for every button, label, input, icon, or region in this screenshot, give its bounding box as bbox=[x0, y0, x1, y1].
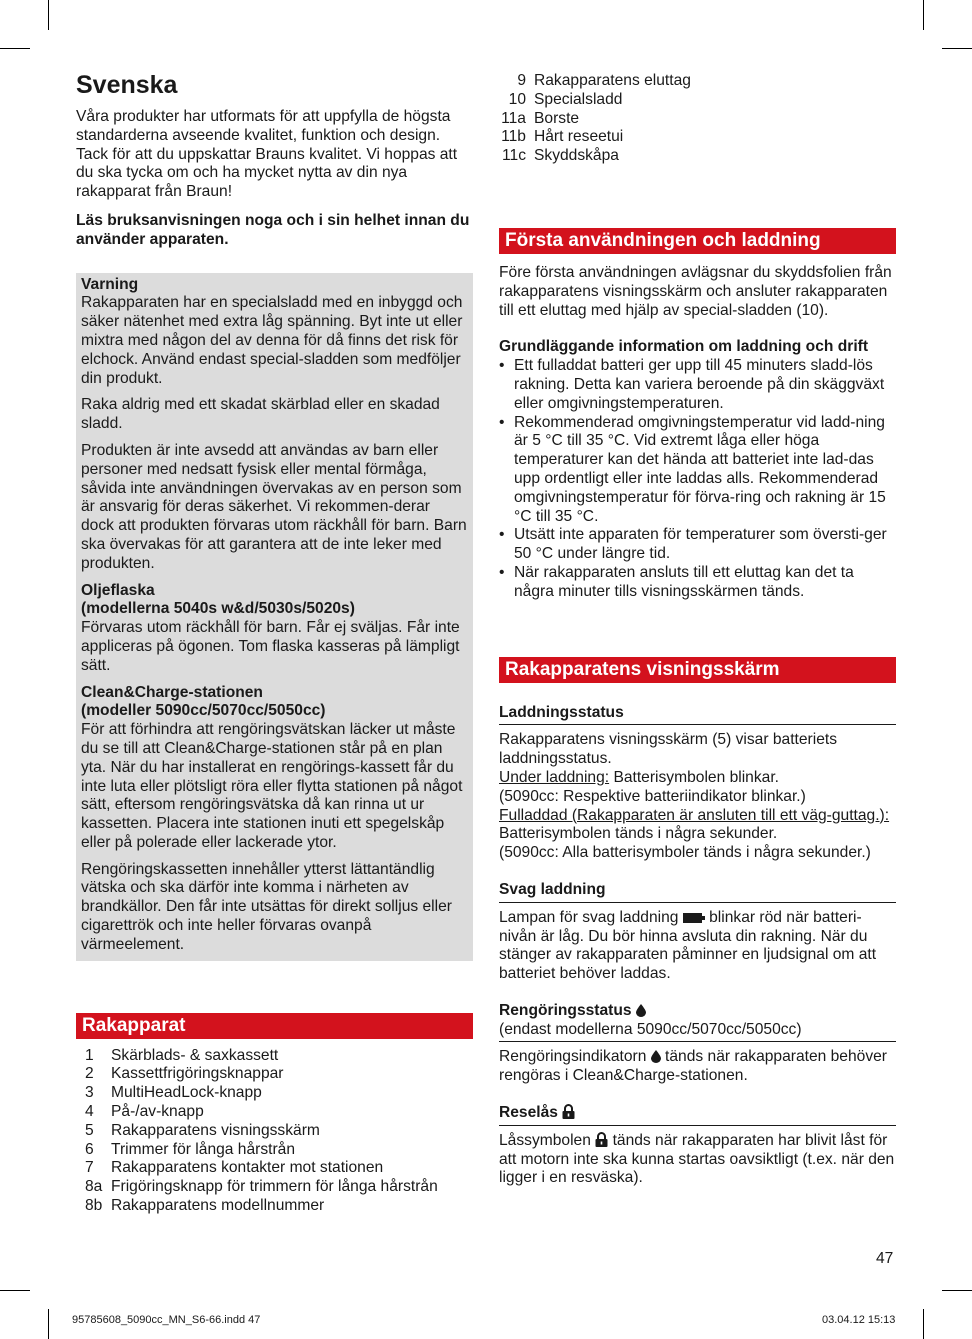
parts-list bbox=[76, 1047, 473, 1216]
part-number: 11c bbox=[502, 147, 526, 165]
bullet-mark: • bbox=[499, 526, 505, 544]
part-number: 11b bbox=[501, 128, 526, 146]
part-label: Kassettfrigöringsknappar bbox=[111, 1065, 284, 1083]
cassette-text: Rengöringskassetten innehåller ytterst lättantändlig vätska och ska därför inte komma i närheten av brandkällor. Den får inte utsättas för direkt solljus eller cigarettrök och inte heller förvaras ovanpå värmeelement. bbox=[81, 860, 452, 953]
travel-lock-head bbox=[499, 1104, 896, 1126]
bullet-mark: • bbox=[499, 563, 505, 581]
left-column bbox=[76, 70, 473, 1216]
part-label: Trimmer för långa hårstrån bbox=[111, 1140, 296, 1158]
part-number: 3 bbox=[85, 1084, 94, 1102]
crop-mark bbox=[923, 0, 924, 30]
bullet-item bbox=[499, 357, 896, 413]
clean-status-text: Rengöringsindikatorn bbox=[499, 1048, 647, 1066]
parts-list-item bbox=[76, 1178, 473, 1197]
clean-status-head bbox=[499, 1002, 896, 1021]
first-use-subhead: Grundläggande information om laddning och drift bbox=[499, 338, 869, 356]
lock-icon bbox=[595, 1132, 608, 1147]
parts-list-item bbox=[76, 1103, 473, 1122]
first-use-text: Före första användningen avlägsnar du skyddsfolien från rakapparatens visningsskärm och ansluter rakapparaten till ett eluttag med hjälp av special-sladden (10). bbox=[499, 263, 892, 319]
crop-mark bbox=[942, 1290, 972, 1291]
bullet-mark: • bbox=[499, 357, 505, 375]
travel-lock-title: Reselås bbox=[499, 1104, 558, 1122]
part-number: 7 bbox=[85, 1159, 94, 1177]
part-number: 2 bbox=[85, 1065, 94, 1083]
parts-list-item bbox=[499, 91, 896, 110]
parts-list-item bbox=[76, 1197, 473, 1216]
low-charge-head: Svag laddning bbox=[499, 881, 896, 903]
warning-text: Raka aldrig med ett skadat skärblad eller en skadad sladd. bbox=[81, 396, 440, 433]
warning-text: Rakapparaten har en specialsladd med en inbyggd och säker nätenhet med extra låg spänning. Byt inte ut eller mixtra med någon del av denna för då finns det risk för elchock. Använd endast special-sladden som medföljer din produkt. bbox=[81, 294, 463, 387]
bullet-mark: • bbox=[499, 413, 505, 431]
station-text: För att förhindra att rengöringsvätskan läcker ut måste du se till att Clean&Charge-stationen står på en plan yta. När du har installerat en rengörings-kassett får du inte luta eller plötsligt röra eller flytta stationen på något sätt, eftersom rengöringsvätska då kan rinna ut ur kassetten. Placera inte stationen inuti ett spegelskåp eller på polerade eller lackerade ytor. bbox=[81, 721, 463, 851]
part-number: 6 bbox=[85, 1140, 94, 1158]
part-label: På-/av-knapp bbox=[111, 1103, 204, 1121]
footer-file: 95785608_5090cc_MN_S6-66.indd 47 bbox=[72, 1314, 261, 1326]
crop-mark bbox=[48, 0, 49, 30]
parts-list-item bbox=[76, 1159, 473, 1178]
part-label: Rakapparatens modellnummer bbox=[111, 1197, 325, 1215]
part-label: Specialsladd bbox=[534, 90, 623, 108]
warning-box bbox=[76, 273, 473, 961]
bullet-item bbox=[499, 564, 896, 602]
warning-title: Varning bbox=[81, 275, 139, 293]
oil-text: Förvaras utom räckhåll för barn. Får ej sväljas. Får inte appliceras på ögonen. Tom flaska kasseras på lämpligt sätt. bbox=[81, 619, 460, 674]
travel-lock-text: Låssymbolen bbox=[499, 1131, 591, 1149]
display-title: Rakapparatens visningsskärm bbox=[499, 657, 896, 683]
charging-text: Batterisymbolen blinkar. bbox=[609, 768, 779, 786]
charge-status-text: Rakapparatens visningsskärm (5) visar batteriets laddningsstatus. bbox=[499, 731, 837, 768]
part-number: 1 bbox=[85, 1046, 94, 1064]
part-number: 9 bbox=[517, 72, 526, 89]
bullet-item bbox=[499, 526, 896, 564]
part-label: Rakapparatens eluttag bbox=[534, 72, 691, 89]
part-label: Skyddskåpa bbox=[534, 147, 619, 165]
part-label: MultiHeadLock-knapp bbox=[111, 1084, 262, 1102]
part-label: Skärblads- & saxkassett bbox=[111, 1046, 279, 1064]
parts-list-item bbox=[499, 128, 896, 147]
lock-icon bbox=[562, 1104, 575, 1119]
low-charge-text: blinkar röd när batteri-nivån är låg. Du bör hinna avsluta din rakning. När du stänger av rakapparaten påminner en ljudsignal om att batteriet behöver laddas. bbox=[499, 908, 877, 983]
parts-list-item bbox=[76, 1084, 473, 1103]
read-notice: Läs bruksanvisningen noga och i sin helhet innan du använder apparaten. bbox=[76, 211, 470, 248]
parts-list-item bbox=[499, 72, 896, 91]
parts-title: Rakapparat bbox=[76, 1013, 473, 1039]
charging-label: Under laddning: bbox=[499, 768, 610, 786]
bullet-item bbox=[499, 414, 896, 527]
crop-mark bbox=[0, 48, 30, 49]
parts-list-item bbox=[499, 110, 896, 129]
parts-list-item bbox=[76, 1047, 473, 1066]
crop-mark bbox=[48, 1309, 49, 1339]
right-column bbox=[499, 70, 896, 1188]
part-number: 11a bbox=[501, 109, 526, 127]
crop-mark bbox=[923, 1309, 924, 1339]
parts-list-item bbox=[76, 1141, 473, 1160]
part-number: 4 bbox=[85, 1103, 94, 1121]
parts-list-cont bbox=[499, 72, 896, 166]
parts-list-item bbox=[76, 1122, 473, 1141]
warning-text: Produkten är inte avsedd att användas av barn eller personer med nedsatt fysisk eller mental förmåga, såvida inte användningen övervakas av en person som är ansvarig för deras säkerhet. Vi rekommen-derar dock att produkten förvaras utom räckhåll för barn. Barn ska övervakas för att garantera att de inte leker med produkten. bbox=[81, 441, 467, 572]
charging-bullets bbox=[499, 357, 896, 601]
bullet-text: När rakapparaten ansluts till ett eluttag kan det ta några minuter tills visningsskärmen tänds. bbox=[514, 563, 854, 600]
part-label: Hårt reseetui bbox=[534, 128, 624, 146]
full-label: Fulladdad (Rakapparaten är ansluten till ett väg-guttag.): bbox=[499, 806, 890, 824]
crop-mark bbox=[942, 48, 972, 49]
full-note: (5090cc: Alla batterisymboler tänds i några sekunder.) bbox=[499, 844, 871, 862]
part-label: Borste bbox=[534, 109, 580, 127]
charge-status-head: Laddningsstatus bbox=[499, 704, 896, 726]
oil-models: (modellerna 5040s w&d/5030s/5020s) bbox=[81, 600, 355, 618]
part-number: 10 bbox=[508, 90, 526, 108]
part-number: 8b bbox=[85, 1197, 103, 1215]
clean-status-text: tänds när rakapparaten behöver rengöras i Clean&Charge-stationen. bbox=[499, 1048, 887, 1085]
charging-note: (5090cc: Respektive batteriindikator blinkar.) bbox=[499, 787, 806, 805]
page-number: 47 bbox=[876, 1250, 894, 1267]
low-charge-text: Lampan för svag laddning bbox=[499, 908, 679, 926]
part-number: 5 bbox=[85, 1121, 94, 1139]
clean-status-title: Rengöringsstatus bbox=[499, 1001, 632, 1019]
bullet-text: Rekommenderad omgivningstemperatur vid ladd-ning är 5 °C till 35 °C. Vid extremt låga eller höga temperaturer kan det hända att batteriet inte lad-das upp ordentligt eller inte laddas alls. Rekommenderad omgivningstemperatur för förva-ring och rakning är 15 °C till 35 °C. bbox=[514, 413, 886, 525]
droplet-icon bbox=[636, 1004, 646, 1017]
bullet-text: Ett fulladdat batteri ger upp till 45 minuters sladd-lös rakning. Detta kan variera beroende på din skäggväxt eller omgivningstemperaturen. bbox=[514, 357, 885, 412]
station-models: (modeller 5090cc/5070cc/5050cc) bbox=[81, 702, 326, 720]
travel-lock-text: tänds när rakapparaten har blivit låst för att motorn inte ska kunna startas oavsiktligt (t.ex. när den ligger i en resväska). bbox=[499, 1131, 895, 1187]
battery-icon bbox=[683, 912, 705, 924]
intro-text: Våra produkter har utformats för att uppfylla de högsta standarderna avseende kvalitet, funktion och design. Tack för att du uppskattar Brauns kvalitet. Vi hoppas att du ska tycka om och ha mycket nytta av din nya rakapparat från Braun! bbox=[76, 108, 458, 201]
bullet-text: Utsätt inte apparaten för temperaturer som översti-ger 50 °C under längre tid. bbox=[514, 526, 887, 563]
clean-status-models: (endast modellerna 5090cc/5070cc/5050cc) bbox=[499, 1021, 896, 1043]
first-use-title: Första användningen och laddning bbox=[499, 228, 896, 254]
droplet-icon bbox=[651, 1050, 661, 1063]
page-heading: Svenska bbox=[76, 71, 178, 99]
station-title: Clean&Charge-stationen bbox=[81, 683, 263, 701]
part-label: Frigöringsknapp för trimmern för långa hårstrån bbox=[111, 1178, 438, 1196]
part-label: Rakapparatens visningsskärm bbox=[111, 1121, 320, 1139]
full-text: Batterisymbolen tänds i några sekunder. bbox=[499, 825, 778, 843]
crop-mark bbox=[0, 1290, 30, 1291]
parts-list-item bbox=[499, 147, 896, 166]
part-label: Rakapparatens kontakter mot stationen bbox=[111, 1159, 384, 1177]
footer-date: 03.04.12 15:13 bbox=[822, 1314, 896, 1326]
part-number: 8a bbox=[85, 1178, 103, 1196]
parts-list-item bbox=[76, 1065, 473, 1084]
oil-title: Oljeflaska bbox=[81, 581, 155, 599]
